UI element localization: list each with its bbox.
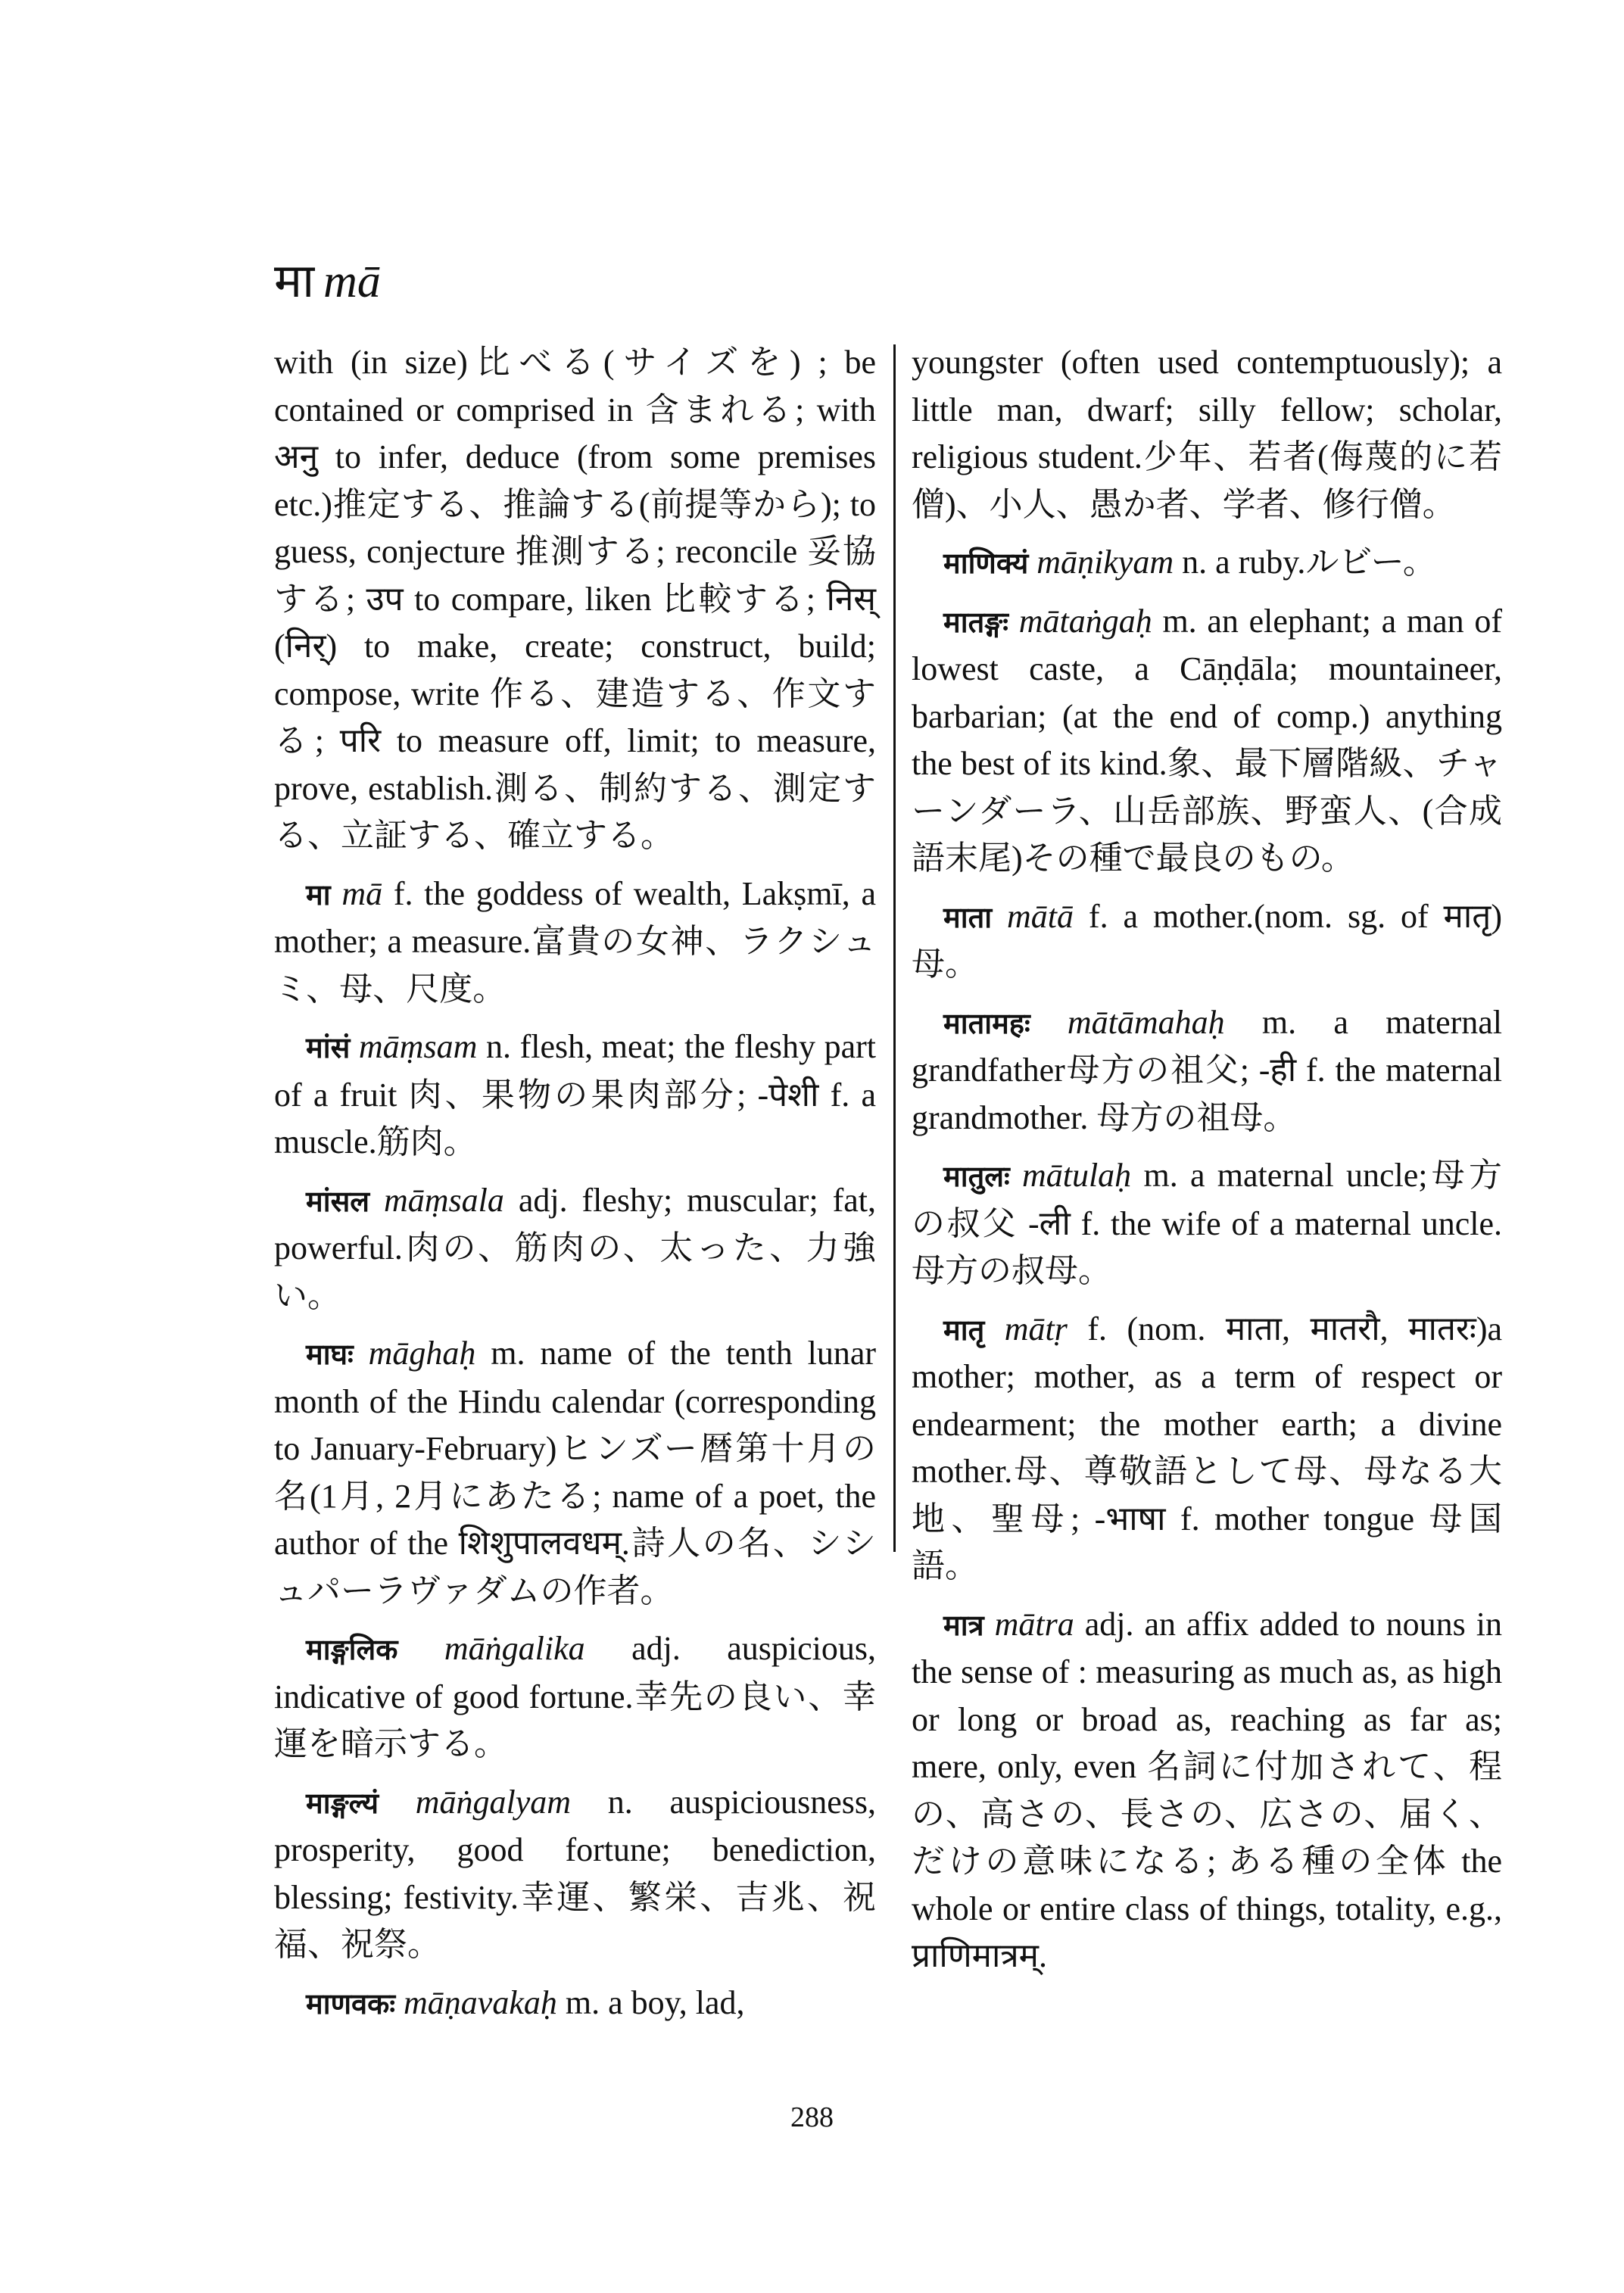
dictionary-entry <box>274 871 876 1014</box>
entry-definition: m. an elephant; a man of lowest caste, a Cāṇḍāla; mountaineer, barbarian; (at the end of comp.) anything the best of its kind.象、最下層階級、チャーンダーラ、山岳部族、野蛮人、(合成語末尾)その種で最良のもの。 <box>912 602 1503 877</box>
entry-headword: मात्र <box>943 1608 984 1642</box>
entry-transliteration: mātāmahaḥ <box>1067 1003 1225 1041</box>
entry-headword: मा <box>306 877 331 911</box>
entry-definition: with (in size)比べる(サイズを) ; be contained or comprised in 含まれる; with अनु to infer, deduce (from some premises etc.)推定する、推論する(前提等から); to guess, conjecture 推測する; reconcile 妥協する; उप to compare, liken 比較する; निस् (निर्) to make, create; construct, build; compose, write 作る、建造する、作文する; परि to measure off, limit; to measure, prove, establish.測る、制約する、測定する、立証する、確立する。 <box>274 344 876 854</box>
entry-definition: m. a maternal uncle;母方の叔父 -ली f. the wife of a maternal uncle.母方の叔母。 <box>912 1157 1503 1289</box>
dictionary-entry <box>912 598 1502 883</box>
dictionary-entry <box>274 1330 876 1615</box>
entry-transliteration: māṅgalyam <box>415 1783 572 1821</box>
entry-definition: n. a ruby.ルビー。 <box>1182 544 1436 581</box>
entry-headword: माता <box>943 900 993 934</box>
dictionary-entry <box>912 539 1502 587</box>
entry-headword: मांसं <box>306 1031 351 1064</box>
entry-transliteration: māṇavakaḥ <box>404 1983 557 2021</box>
entry-transliteration: mātaṅgaḥ <box>1018 602 1152 640</box>
header-transliteration: mā <box>323 256 381 307</box>
right-column <box>912 339 1502 1991</box>
entry-definition: adj. an affix added to nouns in the sense of : measuring as much as, as high or long or broad as, reaching as far as; mere, only, even 名詞に付加されて、程の、高さの、長さの、広さの、届く、だけの意味になる; ある種の全体 the whole or entire class of things, totality, e.g., प्राणिमात्रम्. <box>912 1605 1503 1974</box>
header-devanagari: मा <box>274 253 315 308</box>
entry-definition: n. auspiciousness, prosperity, good fortune; benediction, blessing; festivity.幸運、繁栄、吉兆、祝福、祝祭。 <box>274 1783 877 1963</box>
running-header <box>274 253 381 308</box>
dictionary-entry <box>912 893 1502 989</box>
entry-headword: मातामहः <box>943 1006 1030 1040</box>
entry-transliteration: māṃsala <box>383 1181 504 1219</box>
entry-headword: मातुलः <box>943 1160 1010 1193</box>
entry-transliteration: mātṛ <box>1004 1310 1068 1347</box>
dictionary-entry <box>274 1023 876 1167</box>
entry-definition: n. flesh, meat; the fleshy part of a fruit 肉、果物の果肉部分; -पेशी f. a muscle.筋肉。 <box>274 1028 877 1161</box>
entry-headword: मातृ <box>943 1313 985 1347</box>
entry-headword: मांसल <box>306 1184 370 1218</box>
entry-headword: माणिक्यं <box>943 547 1029 580</box>
entry-definition: m. a maternal grandfather母方の祖父; -ही f. the maternal grandmother. 母方の祖母。 <box>912 1003 1503 1136</box>
left-column <box>274 339 876 2038</box>
dictionary-entry <box>912 999 1502 1142</box>
entry-headword: माङ्गल्यं <box>306 1786 379 1820</box>
entry-transliteration: mātulaḥ <box>1021 1157 1132 1194</box>
entry-headword: माङ्गलिक <box>306 1633 398 1666</box>
dictionary-entry <box>912 1152 1502 1295</box>
entry-headword: माघः <box>306 1338 354 1371</box>
dictionary-entry <box>274 1779 876 1969</box>
entry-definition: f. the goddess of wealth, Lakṣmī, a mother; a measure.富貴の女神、ラクシュミ、母、尺度。 <box>274 874 877 1008</box>
entry-definition: adj. auspicious, indicative of good fortune.幸先の良い、幸運を暗示する。 <box>274 1630 877 1762</box>
dictionary-entry <box>274 1177 876 1320</box>
page-number: 288 <box>790 2101 834 2133</box>
entry-transliteration: māghaḥ <box>368 1335 476 1372</box>
entry-definition: f. (nom. माता, मातरौ, मातरः)a mother; mother, as a term of respect or endearment; the mother earth; a divine mother.母、尊敬語として母、母なる大地、聖母; -भाषा f. mother tongue 母国語。 <box>912 1310 1503 1584</box>
entry-headword: मातङ्गः <box>943 605 1008 639</box>
entry-transliteration: māṇikyam <box>1036 544 1174 581</box>
entry-definition: adj. fleshy; muscular; fat, powerful.肉の、筋肉の、太った、力強い。 <box>274 1181 877 1314</box>
entry-transliteration: māṅgalika <box>444 1630 585 1667</box>
entry-definition: youngster (often used contemptuously); a little man, dwarf; silly fellow; scholar, religious student.少年、若者(侮蔑的に若僧)、小人、愚か者、学者、修行僧。 <box>912 344 1502 523</box>
entry-transliteration: mā <box>341 874 383 912</box>
entry-transliteration: mātra <box>994 1605 1074 1643</box>
dictionary-entry <box>912 1601 1502 1980</box>
column-divider <box>893 344 896 1552</box>
entry-continuation <box>274 339 876 860</box>
entry-transliteration: māṃsam <box>358 1028 478 1065</box>
entry-definition: f. a mother.(nom. sg. of मातृ)母。 <box>912 897 1502 983</box>
dictionary-entry <box>274 1980 876 2028</box>
dictionary-entry <box>274 1625 876 1768</box>
entry-definition: m. name of the tenth lunar month of the Hindu calendar (corresponding to January-February)ヒンズー暦第十月の名(1月, 2月にあたる; name of a poet, the author of the शिशुपालवधम्.詩人の名、シシュパーラヴァダムの作者。 <box>274 1335 876 1609</box>
dictionary-entry <box>912 1306 1502 1590</box>
entry-continuation <box>912 339 1502 528</box>
entry-headword: माणवकः <box>306 1986 396 2020</box>
entry-definition: m. a boy, lad, <box>565 1983 745 2021</box>
entry-transliteration: mātā <box>1007 897 1074 935</box>
